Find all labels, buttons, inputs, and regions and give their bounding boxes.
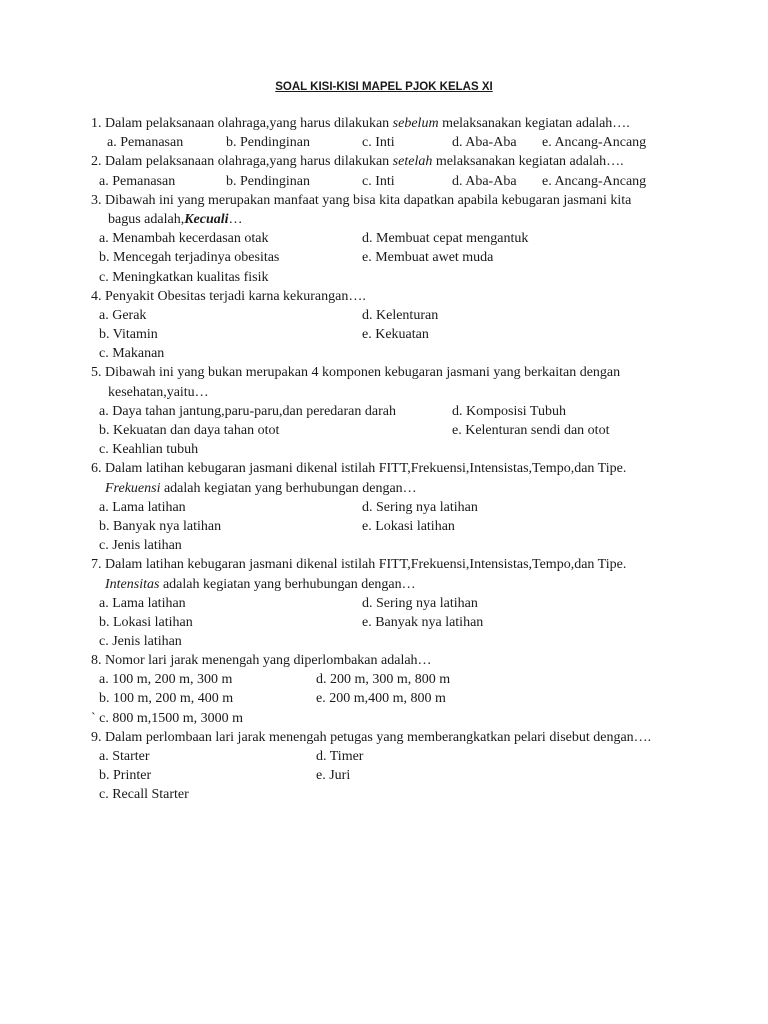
question-9-text: 9. Dalam perlombaan lari jarak menengah petugas yang memberangkatkan pelari disebut dengan….: [91, 730, 652, 745]
question-9-option-e: e. Juri: [316, 768, 351, 783]
question-9-option-d: d. Timer: [316, 749, 364, 764]
question-2-emphasis: setelah: [392, 154, 433, 169]
question-3-stem-end: …: [228, 212, 243, 227]
question-9-option-b: b. Printer: [99, 768, 152, 783]
question-8-option-d: d. 200 m, 300 m, 800 m: [316, 672, 451, 687]
question-7-emphasis: Intensitas: [105, 577, 160, 592]
question-3-option-a: a. Menambah kecerdasan otak: [99, 231, 269, 246]
question-2-option-d: d. Aba-Aba: [452, 174, 517, 189]
question-1-option-d: d. Aba-Aba: [452, 135, 517, 150]
question-2-option-b: b. Pendinginan: [226, 174, 310, 189]
question-6-option-c: c. Jenis latihan: [99, 538, 182, 553]
question-6-stem-end: adalah kegiatan yang berhubungan dengan…: [160, 481, 417, 496]
question-2-stem-end: melaksanakan kegiatan adalah….: [432, 154, 624, 169]
question-5-text: 5. Dibawah ini yang bukan merupakan 4 komponen kebugaran jasmani yang berkaitan dengan: [91, 365, 621, 380]
question-2-text: [91, 154, 624, 170]
question-4-option-e: e. Kekuatan: [362, 327, 429, 342]
document-title: SOAL KISI-KISI MAPEL PJOK KELAS XI: [275, 81, 493, 93]
question-2-option-e: e. Ancang-Ancang: [542, 174, 647, 189]
question-7-option-a: a. Lama latihan: [99, 596, 186, 611]
question-7-text-cont: [105, 577, 416, 593]
question-5-option-a: a. Daya tahan jantung,paru-paru,dan peredaran darah: [99, 404, 396, 419]
question-6-emphasis: Frekuensi: [105, 481, 161, 496]
question-3-stem-cont: bagus adalah,: [108, 212, 185, 227]
question-5-text-cont: kesehatan,yaitu…: [108, 385, 209, 400]
question-8-option-a: a. 100 m, 200 m, 300 m: [99, 672, 233, 687]
question-5-option-c: c. Keahlian tubuh: [99, 442, 199, 457]
question-1-option-b: b. Pendinginan: [226, 135, 310, 150]
question-3-text: 3. Dibawah ini yang merupakan manfaat yang bisa kita dapatkan apabila kebugaran jasmani kita: [91, 193, 632, 208]
question-6-option-b: b. Banyak nya latihan: [99, 519, 222, 534]
question-6-text: 6. Dalam latihan kebugaran jasmani dikenal istilah FITT,Frekuensi,Intensistas,Tempo,dan Tipe.: [91, 461, 627, 476]
question-4-option-d: d. Kelenturan: [362, 308, 439, 323]
question-7-option-b: b. Lokasi latihan: [99, 615, 193, 630]
question-8-option-c: ` c. 800 m,1500 m, 3000 m: [91, 711, 244, 726]
question-5-option-b: b. Kekuatan dan daya tahan otot: [99, 423, 280, 438]
question-6-option-a: a. Lama latihan: [99, 500, 186, 515]
question-5-option-e: e. Kelenturan sendi dan otot: [452, 423, 610, 438]
question-6-text-cont: [105, 481, 417, 497]
question-3-text-cont: [108, 212, 243, 228]
question-9-option-c: c. Recall Starter: [99, 787, 189, 802]
question-7-option-d: d. Sering nya latihan: [362, 596, 478, 611]
question-6-option-e: e. Lokasi latihan: [362, 519, 455, 534]
question-4-text: 4. Penyakit Obesitas terjadi karna kekurangan….: [91, 289, 366, 304]
question-3-option-c: c. Meningkatkan kualitas fisik: [99, 270, 269, 285]
question-3-option-d: d. Membuat cepat mengantuk: [362, 231, 529, 246]
question-3-option-b: b. Mencegah terjadinya obesitas: [99, 250, 280, 265]
question-4-option-b: b. Vitamin: [99, 327, 158, 342]
question-1-option-e: e. Ancang-Ancang: [542, 135, 647, 150]
question-7-stem-end: adalah kegiatan yang berhubungan dengan…: [159, 577, 416, 592]
question-6-option-d: d. Sering nya latihan: [362, 500, 478, 515]
question-1-text: [91, 116, 630, 132]
question-1-emphasis: sebelum: [392, 116, 439, 131]
question-9-option-a: a. Starter: [99, 749, 150, 764]
question-4-option-c: c. Makanan: [99, 346, 165, 361]
question-3-option-e: e. Membuat awet muda: [362, 250, 494, 265]
question-1-stem-end: melaksanakan kegiatan adalah….: [438, 116, 630, 131]
question-8-text: 8. Nomor lari jarak menengah yang diperlombakan adalah…: [91, 653, 432, 668]
question-1-option-c: c. Inti: [362, 135, 395, 150]
question-8-option-e: e. 200 m,400 m, 800 m: [316, 691, 446, 706]
question-8-option-b: b. 100 m, 200 m, 400 m: [99, 691, 234, 706]
question-2-stem: 2. Dalam pelaksanaan olahraga,yang harus dilakukan: [91, 154, 393, 169]
question-2-option-a: a. Pemanasan: [99, 174, 176, 189]
question-3-emphasis: Kecuali: [184, 212, 229, 227]
question-7-option-c: c. Jenis latihan: [99, 634, 182, 649]
question-1-option-a: a. Pemanasan: [107, 135, 184, 150]
question-1-stem: 1. Dalam pelaksanaan olahraga,yang harus dilakukan: [91, 116, 393, 131]
question-7-option-e: e. Banyak nya latihan: [362, 615, 484, 630]
question-7-text: 7. Dalam latihan kebugaran jasmani dikenal istilah FITT,Frekuensi,Intensistas,Tempo,dan Tipe.: [91, 557, 627, 572]
question-4-option-a: a. Gerak: [99, 308, 147, 323]
question-5-option-d: d. Komposisi Tubuh: [452, 404, 566, 419]
question-2-option-c: c. Inti: [362, 174, 395, 189]
